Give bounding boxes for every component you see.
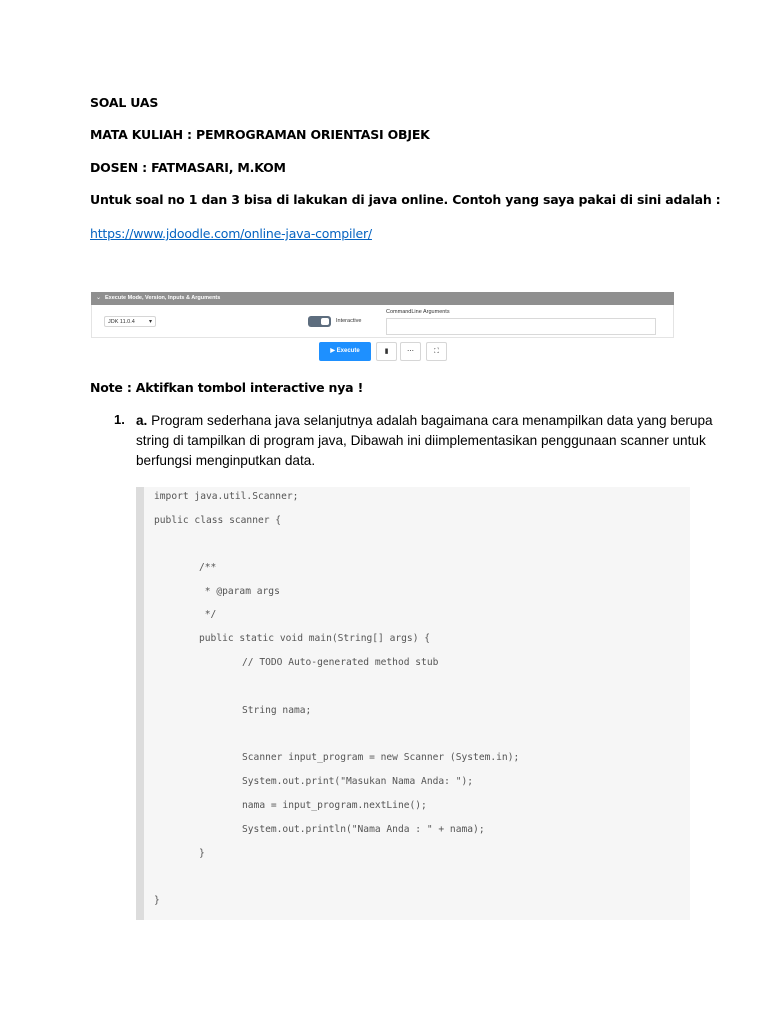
commandline-arguments-label: CommandLine Arguments — [386, 309, 450, 315]
code-line: // TODO Auto-generated method stub — [242, 657, 439, 668]
course-line: MATA KULIAH : PEMROGRAMAN ORIENTASI OBJEK — [90, 127, 430, 142]
code-line: import java.util.Scanner; — [154, 491, 299, 502]
jdk-version-select[interactable] — [104, 316, 156, 327]
fullscreen-icon[interactable]: ⛶ — [426, 342, 447, 361]
chevron-down-icon: ▾ — [148, 319, 152, 325]
execute-button[interactable] — [319, 342, 371, 361]
execute-mode-bar[interactable] — [91, 292, 674, 305]
execute-mode-title: Execute Mode, Version, Inputs & Arguments — [105, 295, 221, 301]
code-line: System.out.println("Nama Anda : " + nama); — [242, 824, 485, 835]
code-line: } — [154, 895, 160, 906]
lecturer-line: DOSEN : FATMASARI, M.KOM — [90, 160, 286, 175]
code-line: public class scanner { — [154, 515, 282, 526]
interactive-toggle[interactable] — [308, 316, 331, 327]
code-line: Scanner input_program = new Scanner (System.in); — [242, 752, 520, 763]
code-line: nama = input_program.nextLine(); — [242, 800, 427, 811]
toggle-knob — [321, 318, 329, 325]
note-text: Note : Aktifkan tombol interactive nya ! — [90, 380, 364, 395]
chevron-down-icon: ⌄ — [96, 295, 102, 301]
code-line: /** — [199, 562, 217, 573]
instruction-line: Untuk soal no 1 dan 3 bisa di lakukan di java online. Contoh yang saya pakai di sini adalah : — [90, 192, 721, 207]
jdoodle-link[interactable]: https://www.jdoodle.com/online-java-compiler/ — [90, 226, 372, 241]
question-sub-label: a. — [136, 413, 148, 428]
code-line: } — [199, 848, 205, 859]
jdk-version-value: JDK 11.0.4 — [108, 319, 135, 325]
code-block — [136, 487, 690, 920]
code-line: String nama; — [242, 705, 312, 716]
more-icon[interactable]: ⋯ — [400, 342, 421, 361]
jdoodle-screenshot — [91, 292, 674, 364]
code-line: * @param args — [199, 586, 280, 597]
interactive-label: Interactive — [336, 318, 362, 324]
commandline-arguments-input[interactable] — [386, 318, 656, 335]
execute-options-panel — [91, 305, 674, 338]
question-number: 1. — [114, 412, 125, 427]
code-line: System.out.print("Masukan Nama Anda: "); — [242, 776, 474, 787]
title-soal-uas: SOAL UAS — [90, 95, 159, 110]
code-line: */ — [199, 609, 217, 620]
execute-label: Execute — [336, 348, 360, 354]
file-icon[interactable]: ▮ — [376, 342, 397, 361]
code-line: public static void main(String[] args) { — [199, 633, 431, 644]
play-icon: ▶ — [330, 348, 335, 354]
question-text — [136, 411, 716, 471]
question-body: Program sederhana java selanjutnya adalah bagaimana cara menampilkan data yang berupa string di tampilkan di program java, Dibawah ini diimplementasikan penggunaan scanner untuk berfungsi menginputkan data. — [136, 413, 713, 468]
